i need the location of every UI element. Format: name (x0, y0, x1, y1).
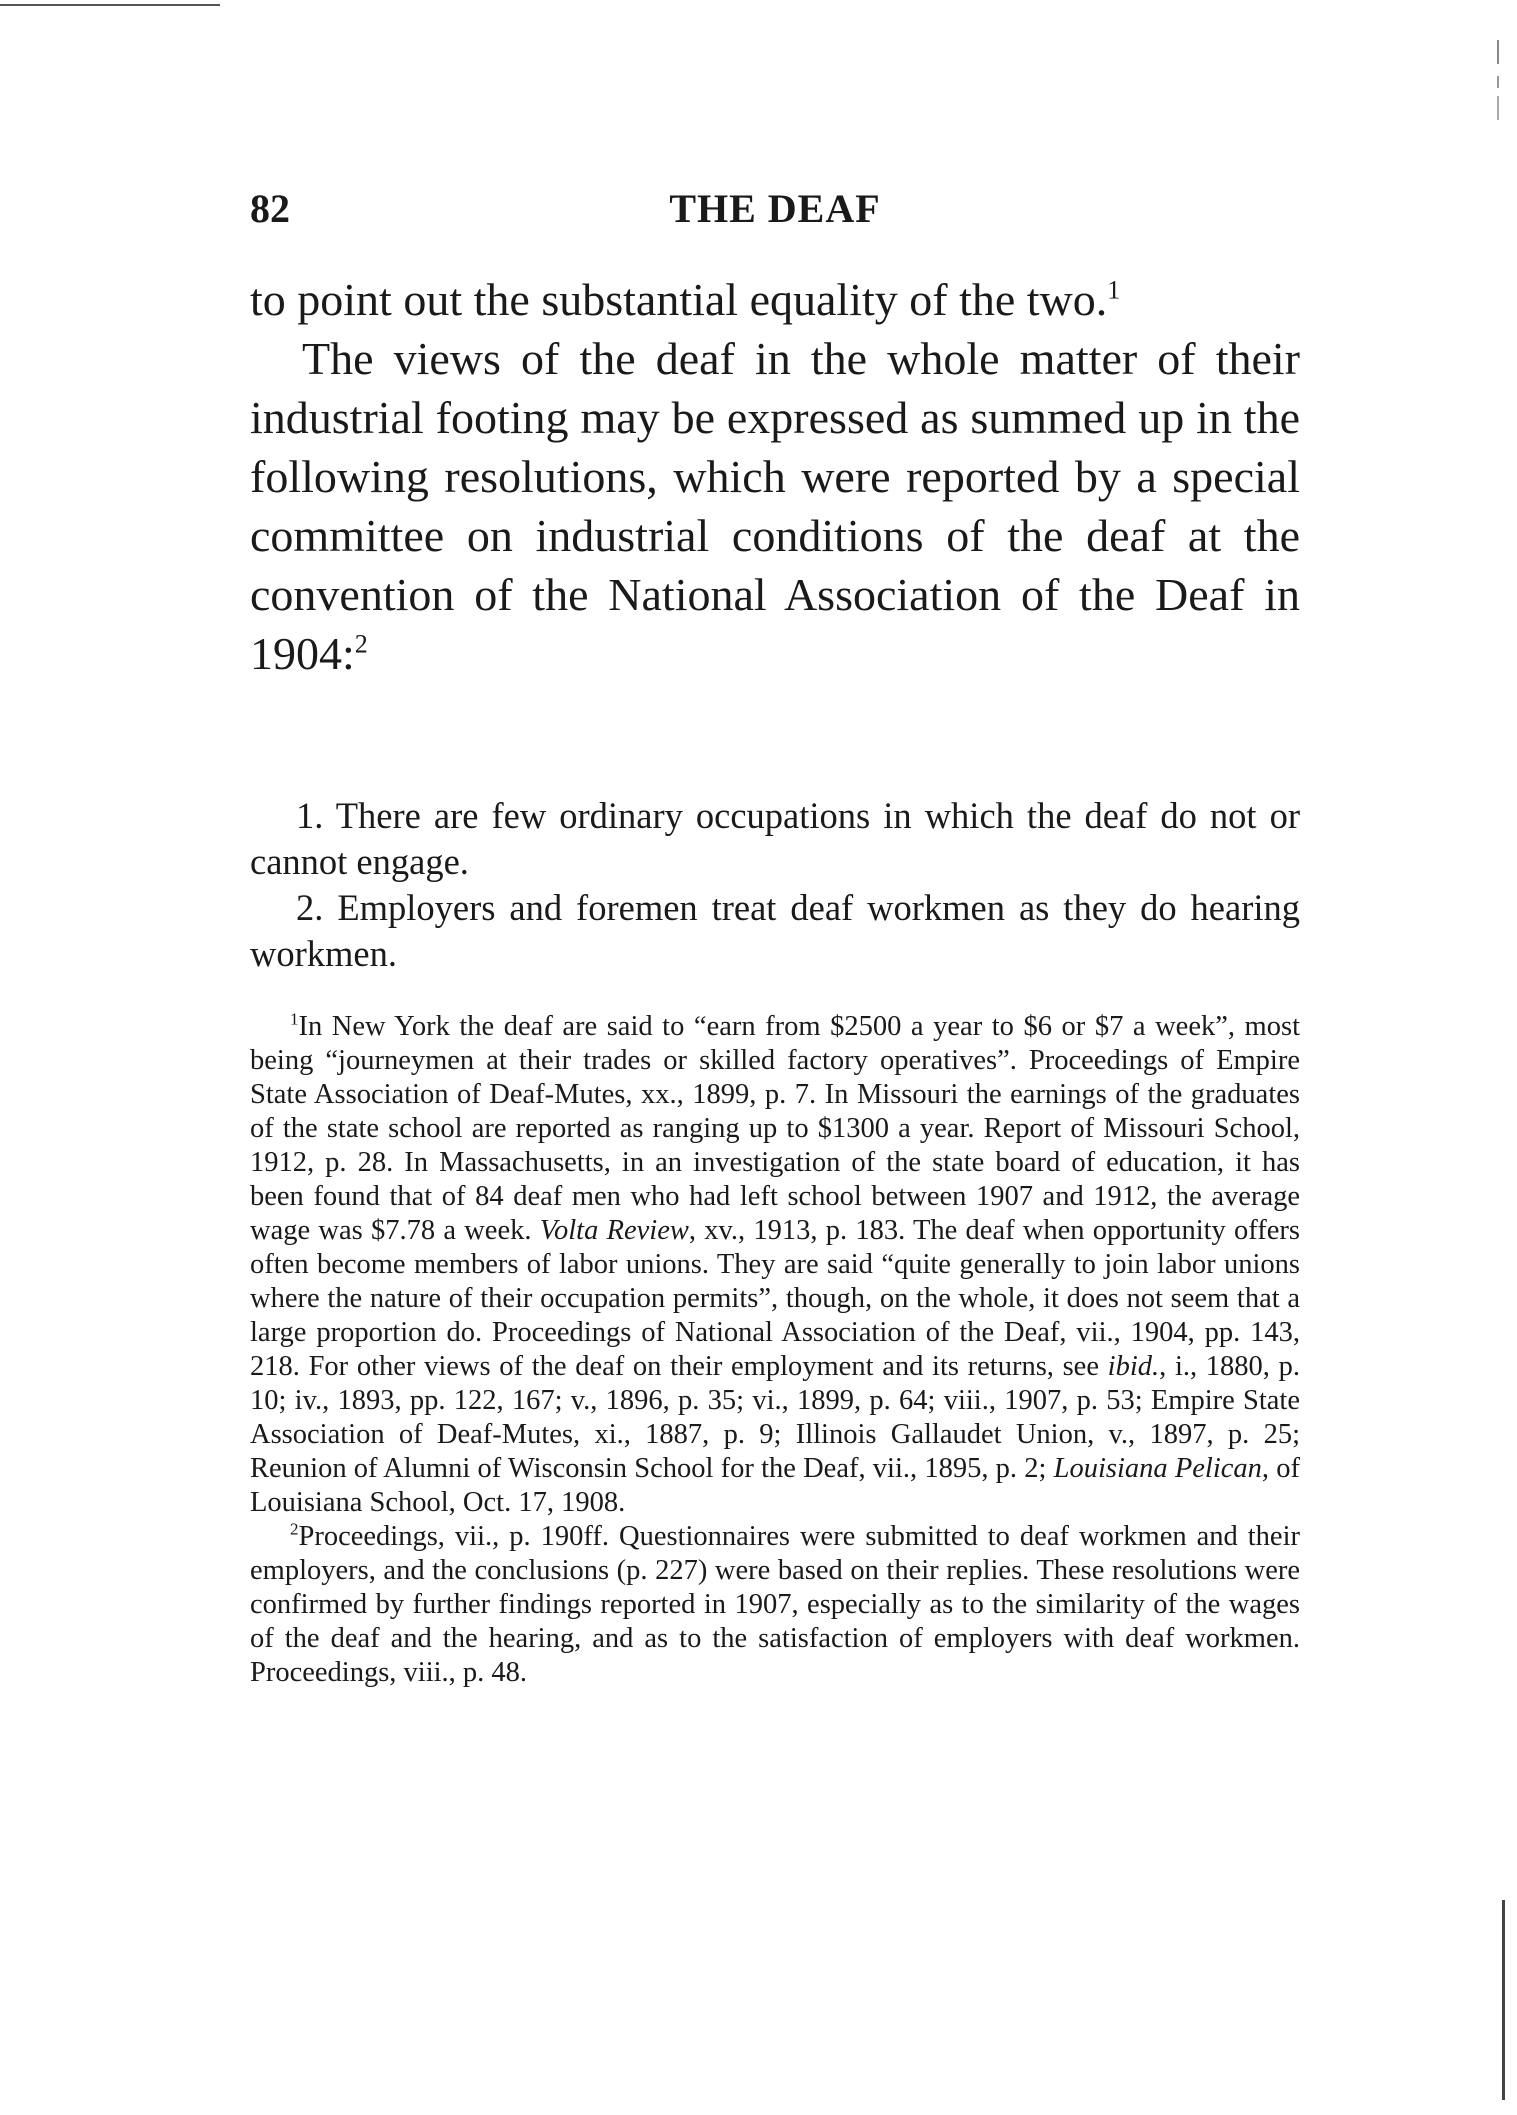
scan-edge-rule (0, 4, 220, 6)
paragraph-views: The views of the deaf in the whole matter of their industrial footing may be expressed as summed up in the following resolutions, which were reported by a special committee on industrial conditions of the deaf at the convention of the National Association of the Deaf in 1904:$^2$ (250, 333, 1300, 679)
main-text (250, 270, 1300, 683)
footnote-ref-1: 1 (1107, 275, 1121, 305)
running-title: THE DEAF (669, 186, 881, 231)
paragraph-continuation: to point out the substantial equality of the two.$^1$ (250, 274, 1121, 325)
footnote-ref-2: 2 (354, 629, 368, 659)
resolution-item: 2. Employers and foremen treat deaf workmen as they do hearing workmen. (250, 887, 1300, 974)
footnote-2-marker: 2 (290, 1519, 299, 1539)
footnote-1-marker: 1 (290, 1009, 299, 1029)
scan-edge-mark (1497, 40, 1499, 120)
resolutions-list (250, 793, 1300, 977)
footnote-2: $^2$Proceedings, vii., p. 190ff. Questionnaires were submitted to deaf workmen and their employers, and the conclusions (p. 227) were based on their replies. These resolutions were confirmed by further findings reported in 1907, especially as to the similarity of the wages of the deaf and the hearing, and as to the satisfaction of employers with deaf workmen. Proceedings, viii., p. 48. (250, 1519, 1300, 1688)
journal-title: Volta Review (539, 1215, 689, 1246)
resolution-item: 1. There are few ordinary occupations in which the deaf do not or cannot engage. (250, 795, 1300, 882)
page-header (250, 185, 1300, 245)
page-number: 82 (250, 186, 290, 231)
ibid-reference: ibid. (1107, 1351, 1160, 1382)
journal-title: Louisiana Pelican (1053, 1453, 1262, 1484)
footnote-1: $^1$In New York the deaf are said to “earn from $2500 a year to $6 or $7 a week”, most being “journeymen at their trades or skilled factory operatives”. Proceedings of Empire State Association of Deaf-Mutes, xx., 1899, p. 7. In Missouri the earnings of the graduates of the state school are reported as ranging up to $1300 a year. Report of Missouri School, 1912, p. 28. In Massachusetts, in an investigation of the state board of education, it has been found that of 84 deaf men who had left school between 1907 and 1912, the average wage was $7.78 a week. Volta Review, xv., 1913, p. 183. The deaf when opportunity offers often become members of labor unions. They are said “quite generally to join labor unions where the nature of their occupation permits”, though, on the whole, it does not seem that a large proportion do. Proceedings of National Association of the Deaf, vii., 1904, pp. 143, 218. For other views of the deaf on their employment and its returns, see ibid., i., 1880, p. 10; iv., 1893, pp. 122, 167; v., 1896, p. 35; vi., 1899, p. 64; viii., 1907, p. 53; Empire State Association of Deaf-Mutes, xi., 1887, p. 9; Illinois Gallaudet Union, v., 1897, p. 25; Reunion of Alumni of Wisconsin School for the Deaf, vii., 1895, p. 2; Louisiana Pelican, of Louisiana School, Oct. 17, 1908. (250, 1009, 1300, 1518)
scan-edge-shadow (1502, 1900, 1505, 2100)
footnotes (250, 1010, 1300, 1690)
